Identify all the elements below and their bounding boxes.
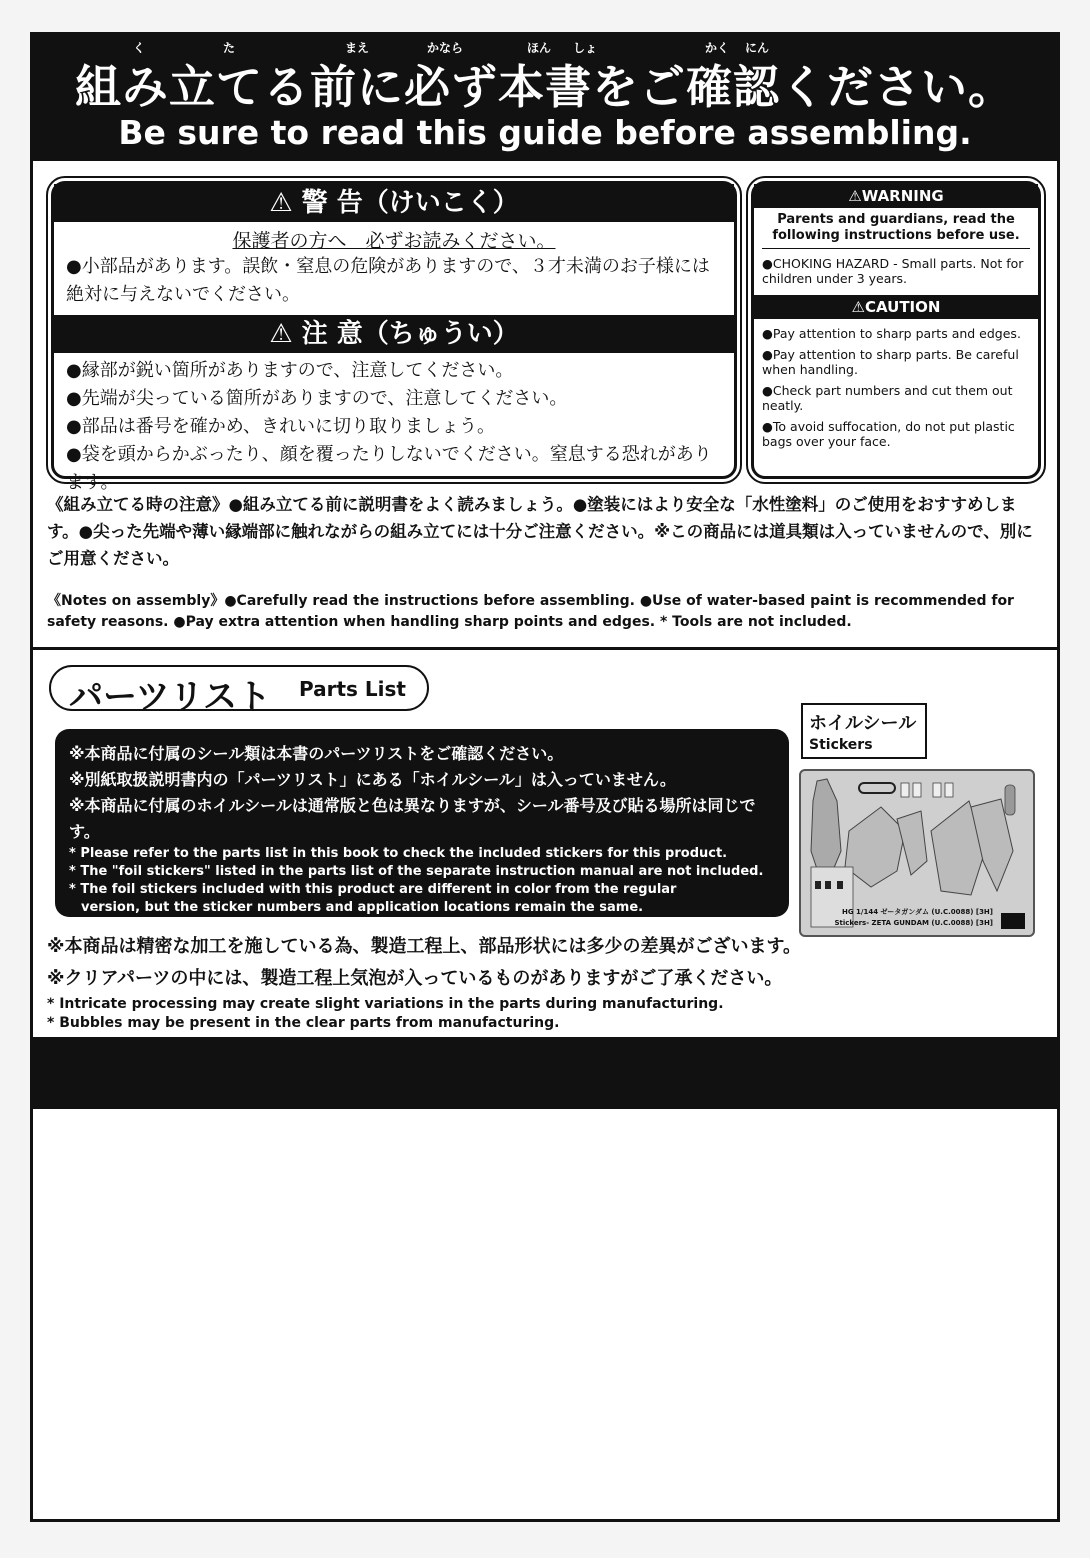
caution-item: ●縁部が鋭い箇所がありますので、注意してください。	[66, 360, 514, 381]
caution-heading-jp: ⚠ 注 意（ちゅうい）	[54, 315, 734, 353]
ruby-text: かく	[705, 41, 730, 55]
parts-notice-en: version, but the sticker numbers and application locations remain the same.	[81, 900, 644, 915]
sheet-caption: Stickers- ZETA GUNDAM (U.C.0088) [3H]	[834, 919, 993, 927]
sticker-sheet-image	[799, 769, 1035, 937]
sticker-label	[801, 703, 927, 759]
manufacturing-note-en: * Intricate processing may create slight variations in the parts during manufacturing.	[47, 996, 724, 1012]
parts-list-title-en: Parts List	[299, 677, 406, 701]
caution-item-en: ●Check part numbers and cut them out neatly.	[762, 383, 1013, 413]
sticker-label-en: Stickers	[809, 737, 873, 753]
manufacturing-notes	[47, 931, 1047, 1033]
parts-notice-jp: ※本商品に付属のホイルシールは通常版と色は異なりますが、シール番号及び貼る場所は同じです。	[69, 796, 756, 841]
ruby-text: く	[133, 41, 146, 55]
ruby-text: しょ	[573, 41, 598, 55]
ruby-text: にん	[745, 41, 770, 55]
parts-notice-en: * The foil stickers included with this product are different in color from the regular	[69, 882, 677, 897]
caution-item: ●袋を頭からかぶったり、顔を覆ったりしないでください。窒息する恐れがあります。	[66, 444, 712, 493]
parts-notice-box	[55, 729, 789, 917]
warning-subtitle-jp: 保護者の方へ 必ずお読みください。	[232, 230, 556, 252]
ruby-text: ほん	[527, 41, 552, 55]
assembly-notes-en: 《Notes on assembly》●Carefully read the instructions before assembling. ●Use of water-based paint is recommended for safety reasons. ●Pay extra attention when handling sharp points and edges. * Tools are not included.	[47, 593, 1014, 630]
parts-list-title	[49, 665, 429, 717]
header-title-jp: 組み立てる前に必ず本書をご確認ください。	[75, 60, 1015, 114]
manufacturing-note-en: * Bubbles may be present in the clear parts from manufacturing.	[47, 1015, 560, 1031]
warning-heading-jp: ⚠ 警 告（けいこく）	[54, 184, 734, 222]
ruby-text: まえ	[345, 41, 370, 55]
warning-box-jp	[51, 181, 737, 493]
section-divider	[33, 647, 1057, 650]
assembly-notes-jp: 《組み立てる時の注意》●組み立てる前に説明書をよく読みましょう。●塗装にはより安全な「水性塗料」のご使用をおすすめします。●尖った先端や薄い縁端部に触れながらの組み立てには十分ご注意ください。※この商品には道具類は入っていませんので、別にご用意ください。	[47, 495, 1033, 568]
caution-item: ●先端が尖っている箇所がありますので、注意してください。	[66, 388, 568, 409]
warning-item-en: ●CHOKING HAZARD - Small parts. Not for children under 3 years.	[762, 256, 1024, 286]
parts-notice-jp: ※別紙取扱説明書内の「パーツリスト」にある「ホイルシール」は入っていません。	[69, 770, 676, 789]
footer-bar	[33, 1037, 1057, 1109]
warning-box-en	[751, 181, 1041, 479]
sheet-caption: HG 1/144 ゼータガンダム (U.C.0088) [3H]	[842, 908, 993, 916]
manufacturing-note-jp: ※クリアパーツの中には、製造工程上気泡が入っているものがありますがご了承ください。	[47, 968, 783, 989]
header-banner	[33, 35, 1057, 161]
ruby-text: た	[223, 41, 236, 55]
caution-item-en: ●Pay attention to sharp parts and edges.	[762, 326, 1021, 341]
sticker-label-jp: ホイルシール	[809, 713, 917, 734]
manufacturing-note-jp: ※本商品は精密な加工を施している為、製造工程上、部品形状には多少の差異がございます。	[47, 936, 802, 957]
parts-notice-jp: ※本商品に付属のシール類は本書のパーツリストをご確認ください。	[69, 744, 564, 763]
instruction-page	[30, 32, 1060, 1522]
caution-heading-en: ⚠CAUTION	[754, 295, 1038, 319]
warning-heading-en: ⚠WARNING	[754, 184, 1038, 208]
parts-list-title-jp: パーツリスト	[69, 677, 271, 717]
parts-notice-en: * The "foil stickers" listed in the parts list of the separate instruction manual are not included.	[69, 864, 764, 879]
warning-item: ●小部品があります。誤飲・窒息の危険がありますので、３才未満のお子様には絶対に与えないでください。	[66, 256, 710, 305]
header-title-en: Be sure to read this guide before assembling.	[118, 113, 972, 152]
brand-logo-icon	[1001, 913, 1025, 929]
caution-item-en: ●To avoid suffocation, do not put plastic bags over your face.	[762, 419, 1015, 449]
caution-item-en: ●Pay attention to sharp parts. Be careful when handling.	[762, 347, 1019, 377]
parts-notice-en: * Please refer to the parts list in this book to check the included stickers for this product.	[69, 846, 728, 861]
caution-item: ●部品は番号を確かめ、きれいに切り取りましょう。	[66, 416, 495, 437]
parents-notice: Parents and guardians, read the following instructions before use.	[762, 208, 1030, 249]
ruby-text: かなら	[427, 41, 464, 55]
